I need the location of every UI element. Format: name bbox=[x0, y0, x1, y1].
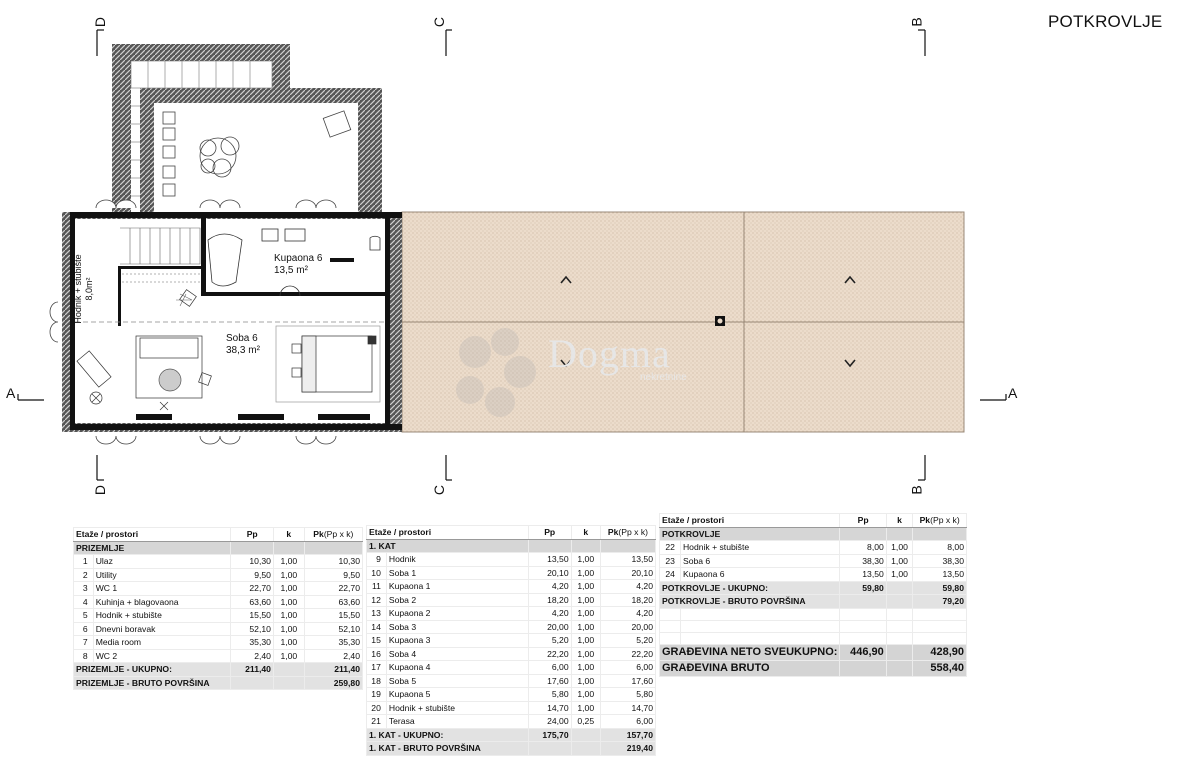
row-name: Kupaona 3 bbox=[386, 634, 528, 648]
row-k: 1,00 bbox=[571, 620, 600, 634]
total-pp: 59,80 bbox=[840, 581, 886, 595]
row-k: 1,00 bbox=[273, 595, 304, 609]
section-label: C bbox=[431, 16, 448, 28]
row-k: 1,00 bbox=[273, 649, 304, 663]
table-row bbox=[74, 622, 363, 636]
total-pp: 175,70 bbox=[528, 728, 571, 742]
row-name: Soba 3 bbox=[386, 620, 528, 634]
row-number: 21 bbox=[367, 715, 387, 729]
header-cell: k bbox=[571, 526, 600, 540]
table-row bbox=[660, 541, 967, 555]
row-pp: 22,70 bbox=[231, 582, 273, 596]
room-area: 13,5 m² bbox=[274, 265, 308, 276]
table-row bbox=[660, 554, 967, 568]
bruto-value: 259,80 bbox=[304, 676, 362, 690]
row-k: 1,00 bbox=[571, 553, 600, 567]
total-label: PRIZEMLJE - UKUPNO: bbox=[74, 663, 231, 677]
row-pp: 22,20 bbox=[528, 647, 571, 661]
row-number: 15 bbox=[367, 634, 387, 648]
row-k: 1,00 bbox=[273, 568, 304, 582]
row-pk: 15,50 bbox=[304, 609, 362, 623]
table-row bbox=[367, 553, 656, 567]
table-row bbox=[367, 688, 656, 702]
row-pk: 9,50 bbox=[304, 568, 362, 582]
row-pp: 10,30 bbox=[231, 555, 273, 569]
room-label-kupaona bbox=[274, 253, 322, 277]
section-label: C bbox=[431, 484, 448, 496]
header-cell: Pp bbox=[231, 528, 273, 542]
bruto-label: 1. KAT - BRUTO POVRŠINA bbox=[367, 742, 529, 756]
room-name: Soba 6 bbox=[226, 333, 258, 344]
section-label: A bbox=[6, 385, 16, 401]
row-number: 12 bbox=[367, 593, 387, 607]
section-label: B bbox=[908, 17, 925, 27]
row-pp: 17,60 bbox=[528, 674, 571, 688]
row-name: Hodnik + stubište bbox=[386, 701, 528, 715]
row-name: Soba 6 bbox=[680, 554, 839, 568]
row-name: Soba 2 bbox=[386, 593, 528, 607]
room-label-hodnik bbox=[73, 249, 95, 329]
section-row: 1. KAT bbox=[367, 539, 529, 553]
row-name: Dnevni boravak bbox=[93, 622, 231, 636]
total-pp: 211,40 bbox=[231, 663, 273, 677]
row-name: Hodnik + stubište bbox=[680, 541, 839, 555]
row-number: 3 bbox=[74, 582, 94, 596]
row-name: WC 1 bbox=[93, 582, 231, 596]
header-cell: Pk(Pp x k) bbox=[913, 514, 967, 528]
row-pp: 2,40 bbox=[231, 649, 273, 663]
row-name: Hodnik + stubište bbox=[93, 609, 231, 623]
row-pp: 13,50 bbox=[840, 568, 886, 582]
total-label: 1. KAT - UKUPNO: bbox=[367, 728, 529, 742]
row-pk: 2,40 bbox=[304, 649, 362, 663]
room-area: 8,0m² bbox=[84, 277, 94, 301]
row-pp: 20,10 bbox=[528, 566, 571, 580]
row-name: Soba 5 bbox=[386, 674, 528, 688]
row-pp: 9,50 bbox=[231, 568, 273, 582]
row-number: 19 bbox=[367, 688, 387, 702]
table-row bbox=[74, 568, 363, 582]
section-row: PRIZEMLJE bbox=[74, 541, 231, 555]
row-pp: 5,20 bbox=[528, 634, 571, 648]
bruto-value: 219,40 bbox=[600, 742, 655, 756]
neto-pk: 428,90 bbox=[913, 644, 967, 660]
section-label: B bbox=[908, 485, 925, 495]
row-pk: 13,50 bbox=[600, 553, 655, 567]
row-number: 7 bbox=[74, 636, 94, 650]
row-k: 1,00 bbox=[886, 554, 913, 568]
row-pk: 6,00 bbox=[600, 715, 655, 729]
row-pp: 18,20 bbox=[528, 593, 571, 607]
neto-pp: 446,90 bbox=[840, 644, 886, 660]
row-name: Kupaona 5 bbox=[386, 688, 528, 702]
row-k: 1,00 bbox=[571, 674, 600, 688]
table-row bbox=[74, 595, 363, 609]
table-row bbox=[367, 661, 656, 675]
total-pk: 211,40 bbox=[304, 663, 362, 677]
row-pp: 4,20 bbox=[528, 580, 571, 594]
table-row bbox=[367, 634, 656, 648]
table-row bbox=[367, 715, 656, 729]
row-pk: 5,80 bbox=[600, 688, 655, 702]
row-name: Soba 4 bbox=[386, 647, 528, 661]
table-row bbox=[74, 649, 363, 663]
total-label: POTKROVLJE - UKUPNO: bbox=[660, 581, 840, 595]
bruto-label: PRIZEMLJE - BRUTO POVRŠINA bbox=[74, 676, 231, 690]
table-row bbox=[74, 636, 363, 650]
row-pk: 17,60 bbox=[600, 674, 655, 688]
row-k: 1,00 bbox=[571, 688, 600, 702]
row-name: Hodnik bbox=[386, 553, 528, 567]
row-pk: 13,50 bbox=[913, 568, 967, 582]
row-k: 1,00 bbox=[571, 701, 600, 715]
header-cell: Etaže / prostori bbox=[367, 526, 529, 540]
room-name: Hodnik + stubište bbox=[73, 254, 83, 324]
table-row bbox=[367, 620, 656, 634]
row-name: Terasa bbox=[386, 715, 528, 729]
header-cell: Pk(Pp x k) bbox=[304, 528, 362, 542]
row-number: 14 bbox=[367, 620, 387, 634]
table-row bbox=[367, 580, 656, 594]
table-kat bbox=[366, 525, 656, 756]
row-pk: 5,20 bbox=[600, 634, 655, 648]
row-name: Ulaz bbox=[93, 555, 231, 569]
bruto-value: 79,20 bbox=[913, 595, 967, 609]
row-number: 5 bbox=[74, 609, 94, 623]
page-title: POTKROVLJE bbox=[1048, 12, 1163, 31]
table-row bbox=[367, 607, 656, 621]
row-k: 1,00 bbox=[886, 568, 913, 582]
row-pp: 13,50 bbox=[528, 553, 571, 567]
row-pp: 15,50 bbox=[231, 609, 273, 623]
row-k: 1,00 bbox=[273, 636, 304, 650]
rows-prizemlje bbox=[74, 555, 363, 663]
room-area: 38,3 m² bbox=[226, 345, 260, 356]
row-number: 9 bbox=[367, 553, 387, 567]
row-number: 11 bbox=[367, 580, 387, 594]
row-pk: 4,20 bbox=[600, 607, 655, 621]
row-pp: 38,30 bbox=[840, 554, 886, 568]
watermark-sub: nekretnine bbox=[640, 372, 687, 383]
row-number: 23 bbox=[660, 554, 681, 568]
row-name: Media room bbox=[93, 636, 231, 650]
row-number: 10 bbox=[367, 566, 387, 580]
table-header bbox=[660, 514, 967, 528]
table-row bbox=[74, 555, 363, 569]
row-number: 24 bbox=[660, 568, 681, 582]
row-pp: 4,20 bbox=[528, 607, 571, 621]
row-k: 1,00 bbox=[273, 609, 304, 623]
row-number: 13 bbox=[367, 607, 387, 621]
row-k: 1,00 bbox=[571, 634, 600, 648]
table-row bbox=[367, 566, 656, 580]
row-pk: 10,30 bbox=[304, 555, 362, 569]
header-cell: Etaže / prostori bbox=[660, 514, 840, 528]
row-pp: 35,30 bbox=[231, 636, 273, 650]
row-k: 1,00 bbox=[571, 607, 600, 621]
row-pk: 4,20 bbox=[600, 580, 655, 594]
row-pp: 52,10 bbox=[231, 622, 273, 636]
row-name: Kupaona 4 bbox=[386, 661, 528, 675]
row-pk: 20,10 bbox=[600, 566, 655, 580]
row-k: 1,00 bbox=[886, 541, 913, 555]
row-number: 16 bbox=[367, 647, 387, 661]
header-cell: Pp bbox=[840, 514, 886, 528]
row-name: Kupaona 6 bbox=[680, 568, 839, 582]
row-k: 1,00 bbox=[273, 622, 304, 636]
row-k: 1,00 bbox=[571, 580, 600, 594]
row-name: Soba 1 bbox=[386, 566, 528, 580]
row-k: 1,00 bbox=[571, 661, 600, 675]
header-cell: Etaže / prostori bbox=[74, 528, 231, 542]
row-number: 8 bbox=[74, 649, 94, 663]
room-name: Kupaona 6 bbox=[274, 253, 323, 264]
row-pk: 22,70 bbox=[304, 582, 362, 596]
table-header bbox=[74, 528, 363, 542]
watermark-brand: Dogma bbox=[548, 331, 671, 376]
row-name: Kupaona 2 bbox=[386, 607, 528, 621]
row-number: 6 bbox=[74, 622, 94, 636]
row-pk: 18,20 bbox=[600, 593, 655, 607]
row-k: 0,25 bbox=[571, 715, 600, 729]
row-pp: 8,00 bbox=[840, 541, 886, 555]
row-name: Kuhinja + blagovaona bbox=[93, 595, 231, 609]
table-prizemlje bbox=[73, 527, 363, 690]
row-name: Utility bbox=[93, 568, 231, 582]
section-label: D bbox=[92, 16, 109, 28]
row-number: 18 bbox=[367, 674, 387, 688]
section-label: D bbox=[92, 484, 109, 496]
table-row bbox=[74, 609, 363, 623]
main-walls bbox=[50, 200, 402, 444]
row-k: 1,00 bbox=[571, 593, 600, 607]
header-cell: Pp bbox=[528, 526, 571, 540]
row-pk: 38,30 bbox=[913, 554, 967, 568]
total-pk: 59,80 bbox=[913, 581, 967, 595]
row-pp: 14,70 bbox=[528, 701, 571, 715]
total-pk: 157,70 bbox=[600, 728, 655, 742]
row-number: 2 bbox=[74, 568, 94, 582]
table-header bbox=[367, 526, 656, 540]
row-pp: 5,80 bbox=[528, 688, 571, 702]
row-pk: 52,10 bbox=[304, 622, 362, 636]
table-row bbox=[367, 593, 656, 607]
row-pp: 6,00 bbox=[528, 661, 571, 675]
section-label: A bbox=[1008, 385, 1018, 401]
row-k: 1,00 bbox=[273, 555, 304, 569]
row-pp: 20,00 bbox=[528, 620, 571, 634]
row-pk: 8,00 bbox=[913, 541, 967, 555]
table-row bbox=[660, 568, 967, 582]
header-cell: k bbox=[273, 528, 304, 542]
row-pk: 20,00 bbox=[600, 620, 655, 634]
table-row bbox=[367, 647, 656, 661]
row-number: 1 bbox=[74, 555, 94, 569]
table-row bbox=[74, 582, 363, 596]
row-name: WC 2 bbox=[93, 649, 231, 663]
bruto-label: POTKROVLJE - BRUTO POVRŠINA bbox=[660, 595, 840, 609]
row-k: 1,00 bbox=[571, 647, 600, 661]
row-number: 17 bbox=[367, 661, 387, 675]
row-k: 1,00 bbox=[571, 566, 600, 580]
row-pk: 6,00 bbox=[600, 661, 655, 675]
header-cell: k bbox=[886, 514, 913, 528]
neto-label: GRAĐEVINA NETO SVEUKUPNO: bbox=[660, 644, 840, 660]
room-label-soba bbox=[226, 333, 260, 357]
table-row bbox=[367, 674, 656, 688]
row-pk: 22,20 bbox=[600, 647, 655, 661]
row-pp: 63,60 bbox=[231, 595, 273, 609]
header-cell: Pk(Pp x k) bbox=[600, 526, 655, 540]
row-number: 22 bbox=[660, 541, 681, 555]
annex-walls bbox=[112, 44, 382, 212]
gbruto-value: 558,40 bbox=[913, 660, 967, 676]
gbruto-label: GRAĐEVINA BRUTO bbox=[660, 660, 840, 676]
row-pk: 63,60 bbox=[304, 595, 362, 609]
row-pk: 14,70 bbox=[600, 701, 655, 715]
row-number: 20 bbox=[367, 701, 387, 715]
table-potkrovlje bbox=[659, 513, 967, 677]
row-k: 1,00 bbox=[273, 582, 304, 596]
section-row: POTKROVLJE bbox=[660, 527, 840, 541]
row-name: Kupaona 1 bbox=[386, 580, 528, 594]
row-pp: 24,00 bbox=[528, 715, 571, 729]
row-pk: 35,30 bbox=[304, 636, 362, 650]
row-number: 4 bbox=[74, 595, 94, 609]
table-row bbox=[367, 701, 656, 715]
